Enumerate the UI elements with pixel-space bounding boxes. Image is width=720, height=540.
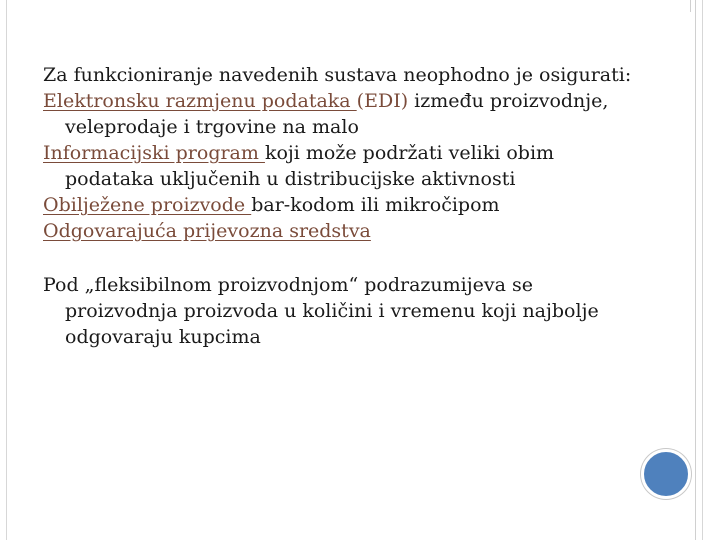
list-item-info-program <box>43 140 633 192</box>
intro-paragraph: Za funkcioniranje navedenih sustava neophodno je osigurati: <box>43 64 632 86</box>
list-item-text: koji može podržati veliki obim podataka uključenih u distribucijske aktivnosti <box>65 142 555 190</box>
transport-link[interactable]: Odgovarajuća prijevozna sredstva <box>43 220 371 242</box>
frame-line-left <box>6 0 7 540</box>
list-item-text: između proizvodnje, veleprodaje i trgovine na malo <box>65 90 609 138</box>
labeled-products-link[interactable]: Obilježene proizvode <box>43 194 252 216</box>
edi-link[interactable]: Elektronsku razmjenu podataka <box>43 90 357 112</box>
list-item-edi <box>43 88 633 140</box>
frame-line-right-outer <box>702 0 703 540</box>
list-item-transport <box>43 218 633 244</box>
frame-line-right-top <box>690 0 691 12</box>
closing-paragraph: Pod „fleksibilnom proizvodnjom“ podrazumijeva se proizvodnja proizvoda u količini i vremenu koji najbolje odgovaraju kupcima <box>43 274 599 348</box>
list-item-text: bar-kodom ili mikročipom <box>251 194 500 216</box>
slide-body <box>43 62 633 350</box>
edi-tag: (EDI) <box>356 90 409 112</box>
info-program-link[interactable]: Informacijski program <box>43 142 265 164</box>
frame-line-right-inner <box>695 0 696 540</box>
list-item-labeled-products <box>43 192 633 218</box>
spacer <box>43 244 633 272</box>
decorative-circle-icon <box>641 449 691 499</box>
